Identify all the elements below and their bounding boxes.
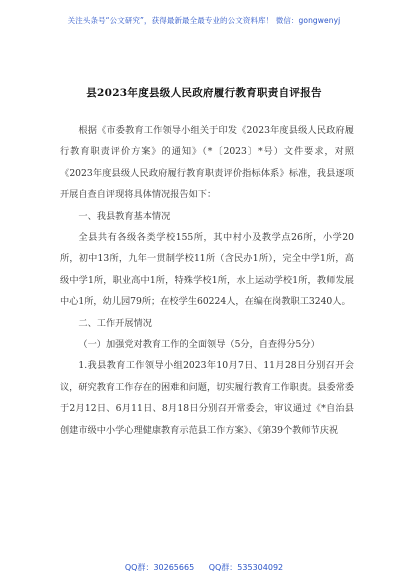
section-heading-2: 二、工作开展情况 <box>78 317 152 329</box>
document-title: 县2023年度县级人民政府履行教育职责自评报告 <box>86 87 322 99</box>
subsection-heading-1: （一）加强党对教育工作的全面领导（5分，自查得分5分） <box>78 339 320 351</box>
footer-qq-group-1: QQ群：30265665 <box>124 563 195 572</box>
document-body <box>60 120 354 441</box>
section-heading-1: 一、我县教育基本情况 <box>78 210 171 222</box>
paragraph-school-stats: 全县共有各级各类学校155所，其中村小及教学点26所，小学20所，初中13所，九年一贯制学校11所（含民办1所），完全中学1所，高级中学1所，职业高中1所，特殊学校1所，水上运动学校1所，教师发展中心1所，幼儿园79所；在校学生60224人，在编在岗教职工3240人。 <box>60 232 354 308</box>
paragraph-leadership: 1.我县教育工作领导小组2023年10月7日、11月28日分别召开会议，研究教育工作存在的困难和问题，切实履行教育工作职责。县委常委于2月12日、6月11日、8月18日分别召开常委会，审议通过《*自治县创建市级中小学心理健康教育示范县工作方案》、《第39个教师节庆祝 <box>60 360 354 436</box>
paragraph-intro: 根据《市委教育工作领导小组关于印发《2023年度县级人民政府履行教育职责评价方案》的通知》（*〔2023〕*号）文件要求，对照《2023年度县级人民政府履行教育职责评价指标体系》标准，我县逐项开展自查自评现将具体情况报告如下： <box>60 125 354 201</box>
footer-banner <box>0 562 408 573</box>
footer-qq-group-2: QQ群：535304092 <box>208 563 284 572</box>
header-banner: 关注头条号“公文研究”，获得最新最全最专业的公文资料库！ 微信：gongwenyj <box>67 16 341 25</box>
